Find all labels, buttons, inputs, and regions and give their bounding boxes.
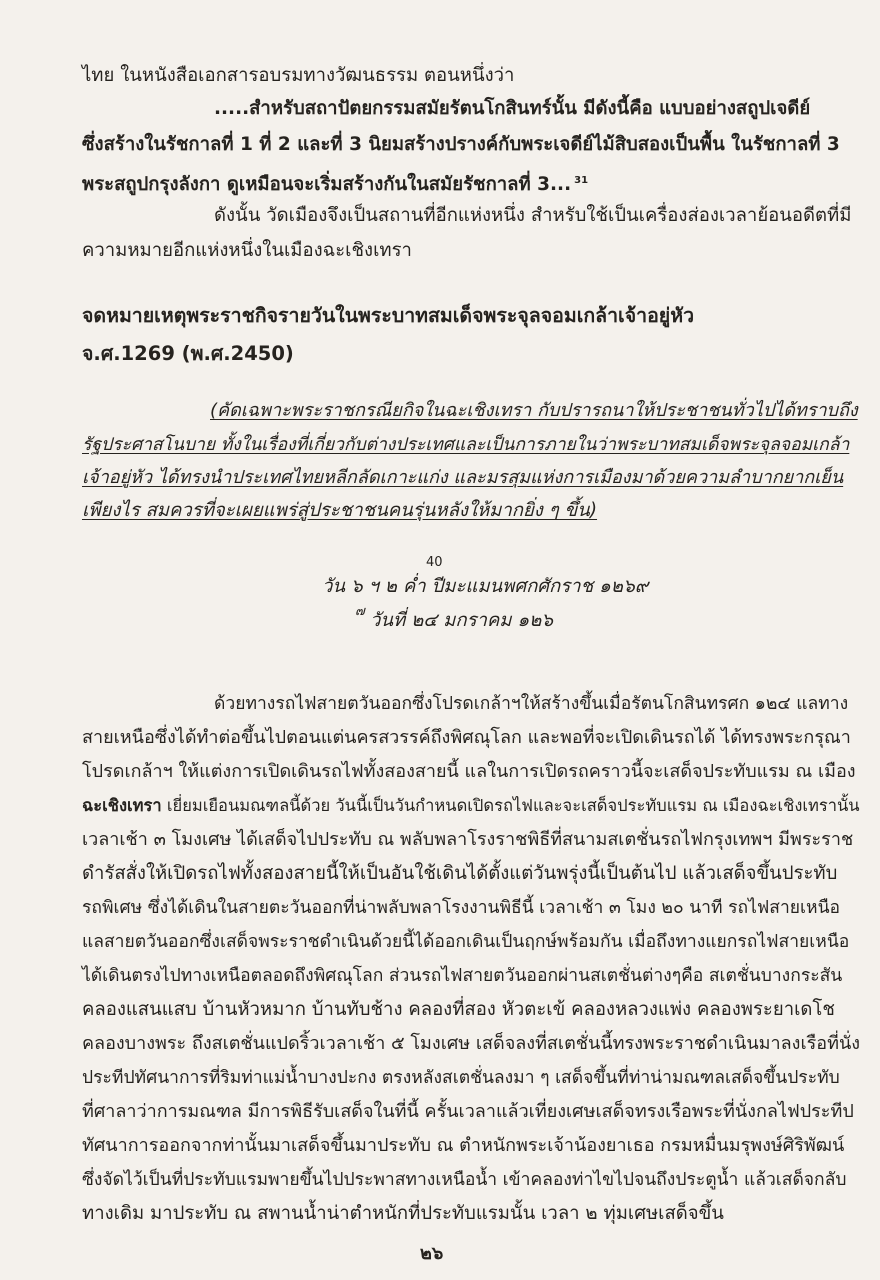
body-line: ซึ่งจัดไว้เป็นที่ประทับแรมพายขึ้นไปประพาสทางเหนือน้ำ เข้าคลองท่าไขไปจนถึงประตูน้ำ แล้วเสด็จกลับ [82,1170,847,1190]
body-line: แลสายตวันออกซึ่งเสด็จพระราชดำเนินด้วยนี้ได้ออกเดินเป็นฤกษ์พร้อมกัน เมื่อถึงทางแยกรถไฟสายเหนือ [82,932,850,952]
body-line: รถพิเศษ ซึ่งได้เดินในสายตะวันออกที่น่าพลับพลาโรงงานพิธีนี้ เวลาเช้า ๓ โมง ๒๐ นาที รถไฟสายเหนือ [82,898,841,918]
note-line: เพียงไร สมควรที่จะเผยแพร่สู่ประชาชนคนรุ่นหลังให้มากยิ่ง ๆ ขึ้น) [82,500,598,521]
body-line: ด้วยทางรถไฟสายตวันออกซึ่งโปรดเกล้าฯให้สร้างขึ้นเมื่อรัตนโกสินทรศก ๑๒๔ แลทาง [214,694,849,714]
body-line: ได้เดินตรงไปทางเหนือตลอดถึงพิศณุโลก ส่วนรถไฟสายตวันออกผ่านสเตชั่นต่างๆคือ สเตชั่นบางกระสัน [82,966,843,986]
section-heading: จดหมายเหตุพระราชกิจรายวันในพระบาทสมเด็จพระจุลจอมเกล้าเจ้าอยู่หัว [82,304,695,327]
page-number: ๒๖ [420,1243,444,1264]
body-bold-word: ฉะเชิงเทรา [82,796,162,815]
quote-line: .....สำหรับสถาปัตยกรรมสมัยรัตนโกสินทร์นั้น มีดังนี้คือ แบบอย่างสถูปเจดีย์ [214,98,811,119]
entry-date-line: วัน ๖ ฯ ๒ ค่ำ ปีมะแมนพศกศักราช ๑๒๖๙ [322,576,649,597]
body-line: ทัศนาการออกจากท่านั้นมาเสด็จขึ้นมาประทับ ณ ตำหนักพระเจ้าน้องยาเธอ กรมหมื่นมรุพงษ์ศิริพัฒน์ [82,1135,845,1156]
body-line: ดำรัสสั่งให้เปิดรถไฟทั้งสองสายนี้ให้เป็นอันใช้เดินได้ตั้งแต่วันพรุ่งนี้เป็นต้นไป แล้วเสด็จขึ้นประทับ [82,863,838,884]
entry-number: 40 [426,555,443,570]
section-heading-date: จ.ศ.1269 (พ.ศ.2450) [82,342,294,365]
quote-line: ซึ่งสร้างในรัชกาลที่ 1 ที่ 2 และที่ 3 นิยมสร้างปรางค์กับพระเจดีย์ไม้สิบสองเป็นพื้น ในรัชกาลที่ 3 [82,134,840,155]
body-line: เวลาเช้า ๓ โมงเศษ ได้เสด็จไปประทับ ณ พลับพลาโรงราชพิธีที่สนามสเตชั่นรถไฟกรุงเทพฯ มีพระราช [82,829,854,850]
conclusion-line: ดังนั้น วัดเมืองจึงเป็นสถานที่อีกแห่งหนึ่ง สำหรับใช้เป็นเครื่องส่องเวลาย้อนอดีตที่มี [214,205,852,226]
note-line: รัฐประศาสโนบาย ทั้งในเรื่องที่เกี่ยวกับต่างประเทศและเป็นการภายในว่าพระบาทสมเด็จพระจุลจอมเกล้า [82,435,850,455]
entry-date-line: วันที่ ๒๔ มกราคม ๑๒๖ [370,610,554,631]
body-line: คลองแสนแสบ บ้านหัวหมาก บ้านทับช้าง คลองที่สอง หัวตะเข้ คลองหลวงแพ่ง คลองพระยาเดโช [82,999,835,1020]
note-line: (คัดเฉพาะพระราชกรณียกิจในฉะเชิงเทรา กับปรารถนาให้ประชาชนทั่วไปได้ทราบถึง [210,400,858,421]
body-line: โปรดเกล้าฯ ให้แต่งการเปิดเดินรถไฟทั้งสองสายนี้ แลในการเปิดรถคราวนี้จะเสด็จประทับแรม ณ เมือง [82,761,856,782]
note-line: เจ้าอยู่หัว ได้ทรงนำประเทศไทยหลีกลัดเกาะแก่ง และมรสุมแห่งการเมืองมาด้วยความลำบากยากเย็น [82,467,844,488]
body-line: ที่ศาลาว่าการมณฑล มีการพิธีรับเสด็จในที่นี้ ครั้นเวลาแล้วเที่ยงเศษเสด็จทรงเรือพระที่นั่งกลไฟประทีป [82,1101,854,1122]
conclusion-line: ความหมายอีกแห่งหนึ่งในเมืองฉะเชิงเทรา [82,240,412,261]
quote-line [82,170,588,196]
body-line: สายเหนือซึ่งได้ทำต่อขึ้นไปตอนแต่นครสวรรค์ถึงพิศณุโลก และพอที่จะเปิดเดินรถได้ ได้ทรงพระกรุณา [82,727,851,748]
body-text: เยี่ยมเยือนมณฑลนี้ด้วย วันนี้เป็นวันกำหนดเปิดรถไฟและจะเสด็จประทับแรม ณ เมืองฉะเชิงเทรานั้น [161,796,860,815]
quote-text: พระสถูปกรุงลังกา ดูเหมือนจะเริ่มสร้างกันในสมัยรัชกาลที่ 3... [82,174,572,196]
body-line: คลองบางพระ ถึงสเตชั่นแปดริ้วเวลาเช้า ๕ โมงเศษ เสด็จลงที่สเตชั่นนี้ทรงพระราชดำเนินมาลงเรือที่นั่ง [82,1033,861,1054]
entry-date-mark: ๗ [355,604,365,619]
body-line: ประทีปทัศนาการที่ริมท่าแม่น้ำบางปะกง ตรงหลังสเตชั่นลงมา ๆ เสด็จขึ้นที่ท่าน่ามณฑลเสด็จขึ้นประทับ [82,1068,840,1088]
footnote-marker: 31 [574,175,589,186]
body-line: ทางเดิม มาประทับ ณ สพานน้ำน่าตำหนักที่ประทับแรมนั้น เวลา ๒ ทุ่มเศษเสด็จขึ้น [82,1203,724,1224]
body-line [82,795,860,817]
intro-line: ไทย ในหนังสือเอกสารอบรมทางวัฒนธรรม ตอนหนึ่งว่า [82,65,515,86]
